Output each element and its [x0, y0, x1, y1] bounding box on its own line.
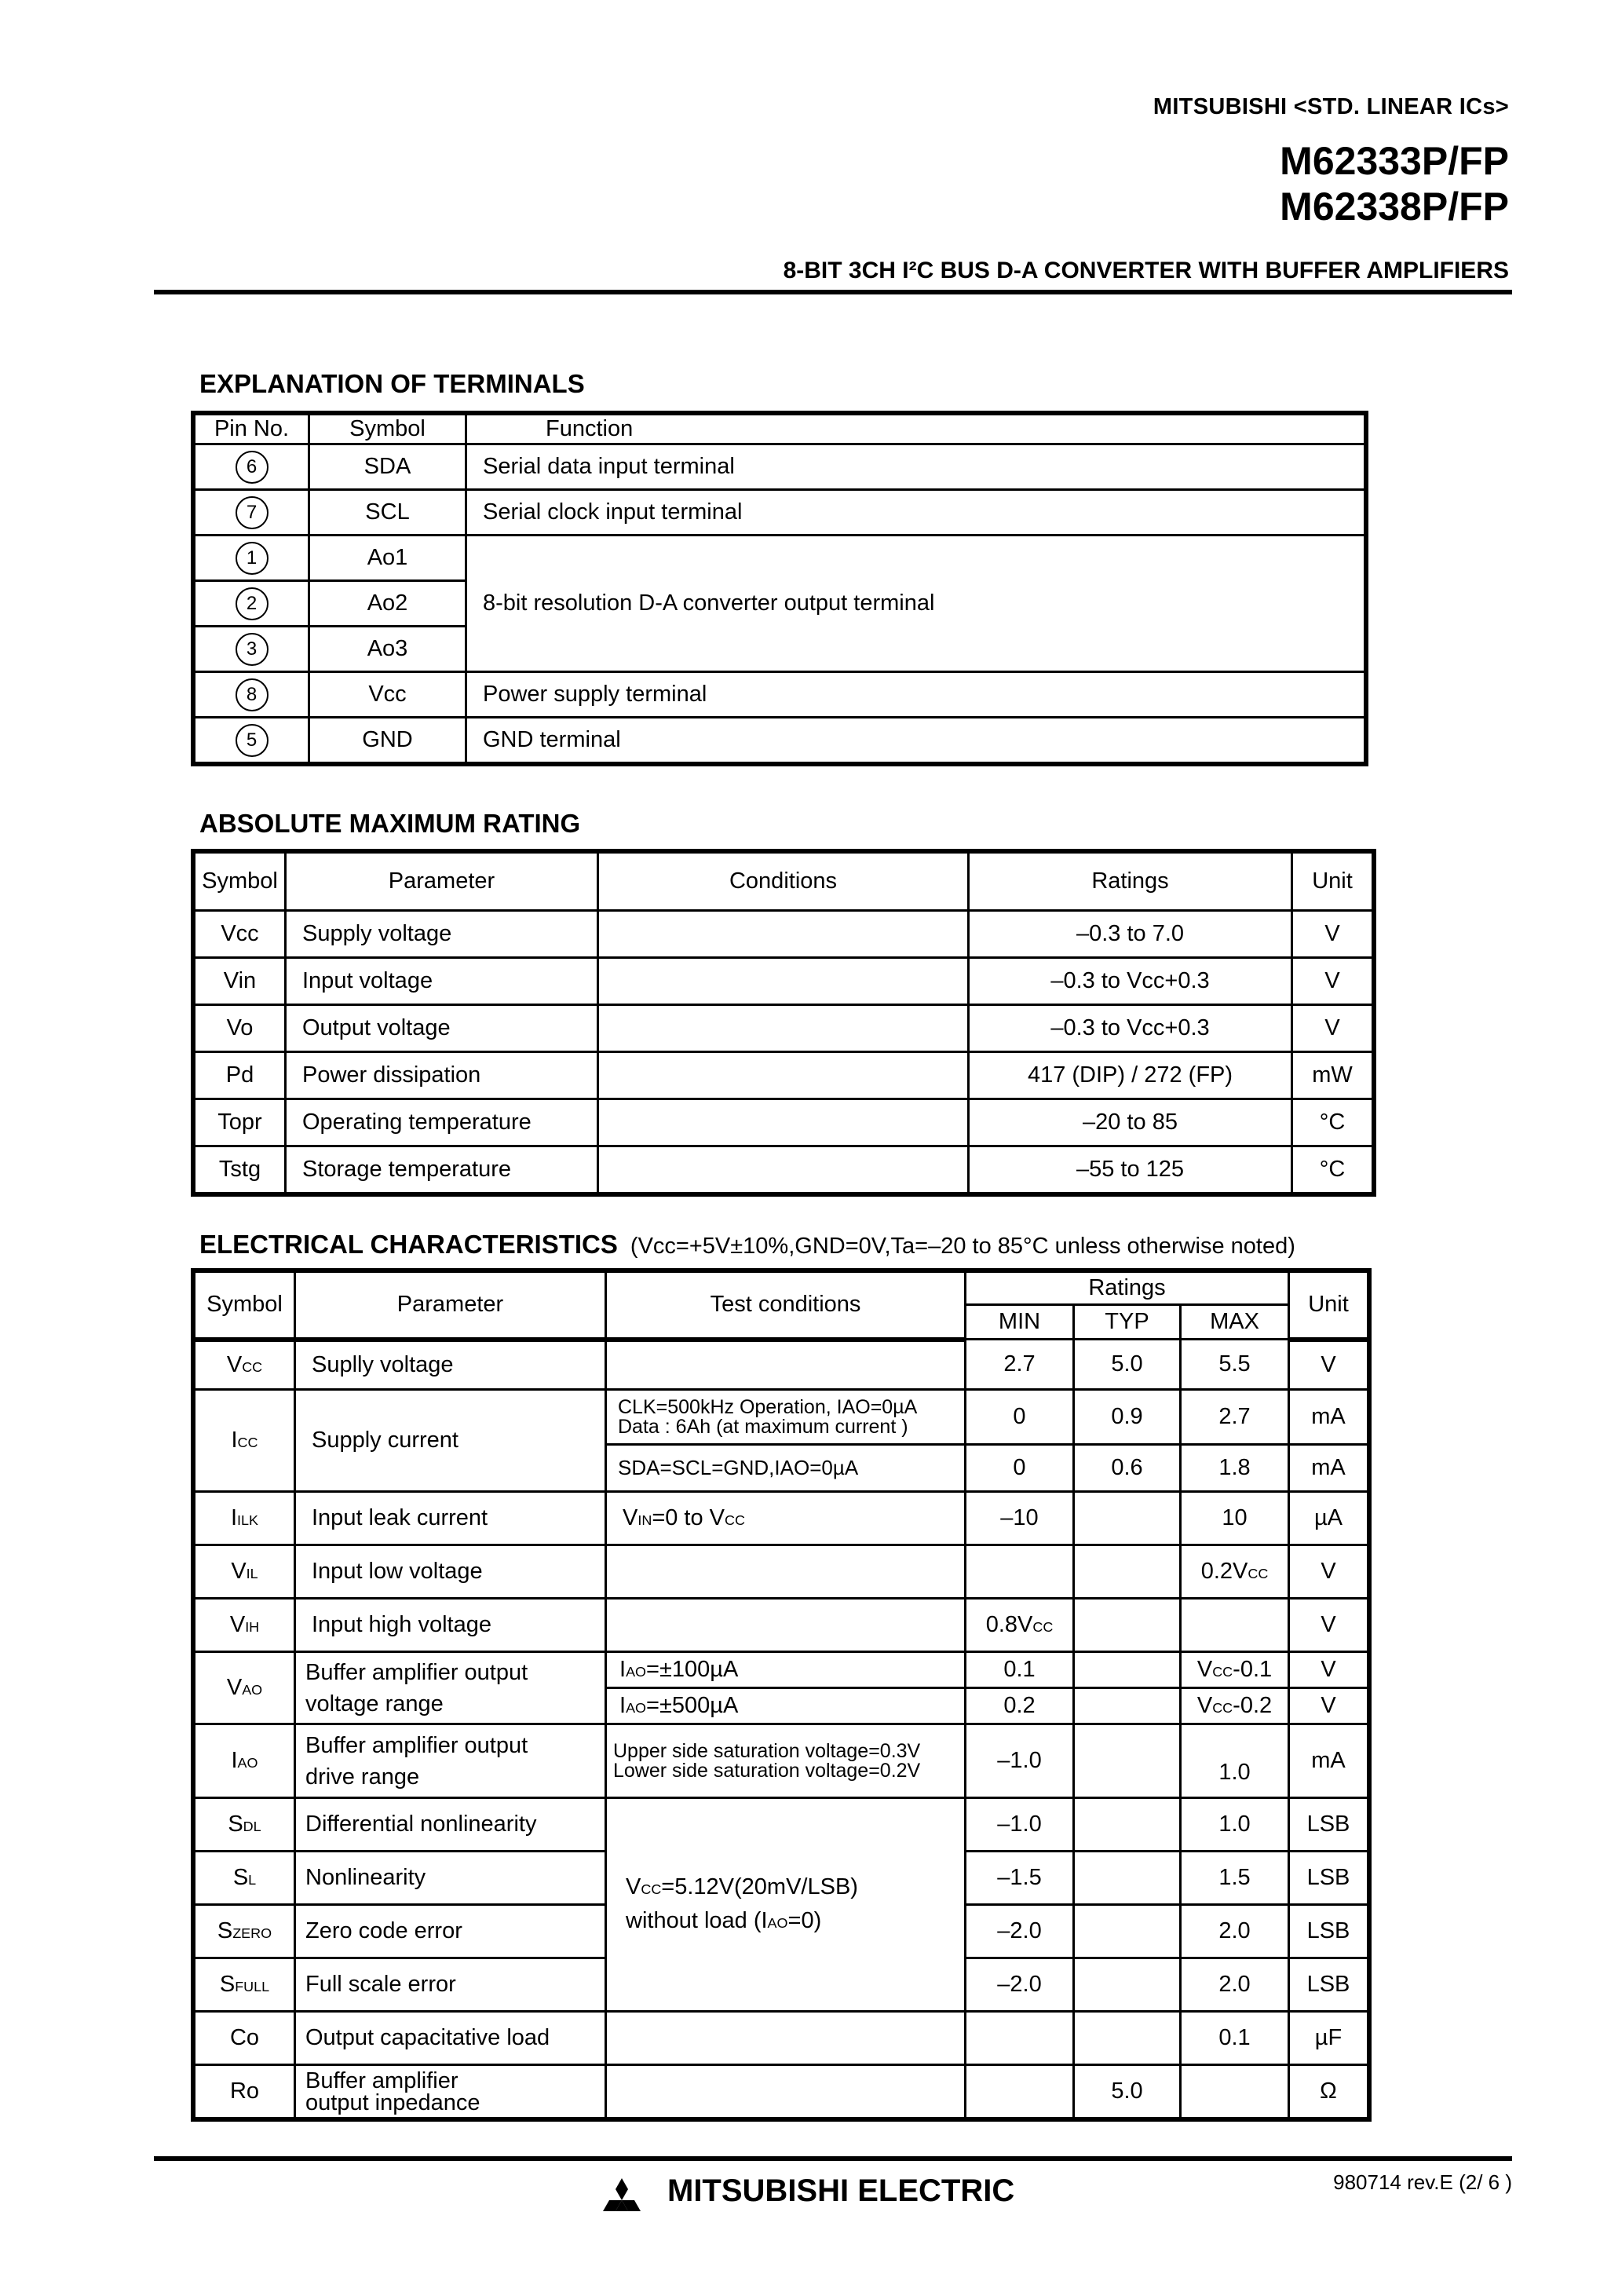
- table-row: [195, 1798, 1368, 1852]
- cell-unit: mA: [1289, 1445, 1368, 1492]
- header-parameter: Parameter: [286, 853, 598, 911]
- pin-number-badge: 1: [236, 542, 269, 575]
- cell-max: 10: [1181, 1492, 1289, 1545]
- cell-unit: mA: [1289, 1390, 1368, 1445]
- header-symbol: Symbol: [195, 1272, 295, 1340]
- document-subtitle: 8-BIT 3CH I²C BUS D-A CONVERTER WITH BUFFER AMPLIFIERS: [783, 258, 1509, 283]
- table-row: [195, 672, 1365, 718]
- table-row: [195, 1390, 1368, 1445]
- pin-symbol: Ao3: [309, 627, 466, 672]
- cell-conditions: [598, 911, 969, 958]
- cell-typ: 5.0: [1074, 2065, 1181, 2119]
- header-symbol: Symbol: [309, 415, 466, 444]
- cell-unit: V: [1289, 1599, 1368, 1652]
- cell-unit: °C: [1292, 1146, 1373, 1194]
- pin-function: Power supply terminal: [466, 672, 1365, 718]
- header-parameter: Parameter: [295, 1272, 606, 1340]
- header-test-conditions: Test conditions: [606, 1272, 966, 1340]
- cell-min: –1.5: [966, 1852, 1074, 1905]
- cell-symbol: VIH: [195, 1599, 295, 1652]
- cell-unit: LSB: [1289, 1958, 1368, 2012]
- header-ratings: Ratings: [966, 1272, 1289, 1305]
- cell-parameter: Supply voltage: [286, 911, 598, 958]
- cell-typ: [1074, 1545, 1181, 1599]
- cell-symbol: Vin: [195, 958, 286, 1005]
- cell-ratings: 417 (DIP) / 272 (FP): [969, 1052, 1292, 1099]
- pin-function: GND terminal: [466, 718, 1365, 763]
- table-header-row: [195, 415, 1365, 444]
- ec-title-text: ELECTRICAL CHARACTERISTICS: [199, 1230, 618, 1259]
- cell-unit: V: [1289, 1545, 1368, 1599]
- pin-number-badge: 7: [236, 496, 269, 529]
- cell-symbol: Pd: [195, 1052, 286, 1099]
- header-function: Function: [466, 415, 1365, 444]
- cell-max: 5.5: [1181, 1340, 1289, 1390]
- header-unit: Unit: [1292, 853, 1373, 911]
- cell-conditions: [606, 2065, 966, 2119]
- cell-min: 0: [966, 1390, 1074, 1445]
- cell-max: [1181, 2065, 1289, 2119]
- top-divider: [154, 290, 1512, 294]
- header-typ: TYP: [1074, 1305, 1181, 1340]
- table-row: [195, 1005, 1373, 1052]
- cell-min: –10: [966, 1492, 1074, 1545]
- cell-conditions: VCC=5.12V(20mV/LSB) without load (IAO=0): [606, 1798, 966, 2012]
- cell-conditions: [598, 1099, 969, 1146]
- header-ratings: Ratings: [969, 853, 1292, 911]
- electrical-characteristics-table: [193, 1270, 1369, 2119]
- model-number-1: M62333P/FP: [1280, 139, 1509, 183]
- cell-typ: [1074, 1652, 1181, 1688]
- pin-number-badge: 2: [236, 587, 269, 620]
- cell-unit: mW: [1292, 1052, 1373, 1099]
- table-row: [195, 1652, 1368, 1688]
- brand-header: MITSUBISHI <STD. LINEAR ICs>: [1153, 94, 1509, 119]
- cell-max: 2.0: [1181, 1958, 1289, 2012]
- cell-conditions: [606, 1599, 966, 1652]
- cell-symbol: Ro: [195, 2065, 295, 2119]
- pin-number-badge: 5: [236, 724, 269, 757]
- cell-max: 1.8: [1181, 1445, 1289, 1492]
- cell-typ: 0.6: [1074, 1445, 1181, 1492]
- footer-brand: MITSUBISHI ELECTRIC: [667, 2174, 1015, 2208]
- cell-parameter: Storage temperature: [286, 1146, 598, 1194]
- cell-typ: [1074, 1798, 1181, 1852]
- cell-parameter: Output capacitative load: [295, 2012, 606, 2065]
- header-symbol: Symbol: [195, 853, 286, 911]
- table-row: [195, 1545, 1368, 1599]
- cell-parameter: Full scale error: [295, 1958, 606, 2012]
- table-row: [195, 1052, 1373, 1099]
- cell-symbol: SDL: [195, 1798, 295, 1852]
- pin-number-badge: 8: [236, 678, 269, 711]
- cell-min: [966, 2012, 1074, 2065]
- cell-ratings: –20 to 85: [969, 1099, 1292, 1146]
- cell-conditions: [606, 1545, 966, 1599]
- table-row: [195, 1099, 1373, 1146]
- cell-typ: 5.0: [1074, 1340, 1181, 1390]
- cell-max: 1.5: [1181, 1852, 1289, 1905]
- cell-ratings: –0.3 to Vcc+0.3: [969, 958, 1292, 1005]
- table-row: [195, 536, 1365, 581]
- ec-section-title: [199, 1230, 1295, 1260]
- pin-symbol: Ao2: [309, 581, 466, 627]
- cell-conditions: [598, 1052, 969, 1099]
- cell-parameter: Buffer amplifier output inpedance: [295, 2065, 606, 2119]
- cell-conditions: [598, 1146, 969, 1194]
- table-row: [195, 1146, 1373, 1194]
- cell-unit: mA: [1289, 1724, 1368, 1798]
- cell-parameter: Buffer amplifier output voltage range: [295, 1652, 606, 1724]
- cell-symbol: Topr: [195, 1099, 286, 1146]
- table-row: [195, 1492, 1368, 1545]
- table-row: [195, 444, 1365, 490]
- cell-parameter: Input leak current: [295, 1492, 606, 1545]
- cell-unit: V: [1289, 1652, 1368, 1688]
- cell-min: –1.0: [966, 1724, 1074, 1798]
- cell-conditions: IAO=±500µA: [606, 1688, 966, 1724]
- cell-unit: °C: [1292, 1099, 1373, 1146]
- cell-conditions: [598, 958, 969, 1005]
- pin-symbol: Vcc: [309, 672, 466, 718]
- cell-conditions: [598, 1005, 969, 1052]
- table-row: [195, 2012, 1368, 2065]
- table-row: [195, 490, 1365, 536]
- cell-typ: [1074, 1958, 1181, 2012]
- cell-conditions: CLK=500kHz Operation, IAO=0µA Data : 6Ah (at maximum current ): [606, 1390, 966, 1445]
- cell-symbol: Vcc: [195, 911, 286, 958]
- table-row: [195, 1340, 1368, 1390]
- model-number-2: M62338P/FP: [1280, 185, 1509, 229]
- header-max: MAX: [1181, 1305, 1289, 1340]
- cell-parameter: Operating temperature: [286, 1099, 598, 1146]
- cell-conditions: [606, 1340, 966, 1390]
- cell-max: 2.7: [1181, 1390, 1289, 1445]
- cell-unit: LSB: [1289, 1798, 1368, 1852]
- cell-symbol: SZERO: [195, 1905, 295, 1958]
- cell-parameter: Suplly voltage: [295, 1340, 606, 1390]
- cell-typ: [1074, 1599, 1181, 1652]
- cell-unit: V: [1292, 958, 1373, 1005]
- cell-conditions: VIN=0 to VCC: [606, 1492, 966, 1545]
- cell-parameter: Zero code error: [295, 1905, 606, 1958]
- cell-symbol: VCC: [195, 1340, 295, 1390]
- header-conditions: Conditions: [598, 853, 969, 911]
- cell-parameter: Input high voltage: [295, 1599, 606, 1652]
- cell-typ: [1074, 1852, 1181, 1905]
- table-header-row: [195, 1272, 1368, 1305]
- table-row: [195, 1599, 1368, 1652]
- ec-conditions-note: (Vcc=+5V±10%,GND=0V,Ta=–20 to 85°C unless otherwise noted): [630, 1234, 1295, 1259]
- cell-min: 0.1: [966, 1652, 1074, 1688]
- cell-unit: V: [1292, 911, 1373, 958]
- cell-conditions: IAO=±100µA: [606, 1652, 966, 1688]
- cell-parameter: Output voltage: [286, 1005, 598, 1052]
- cell-conditions: [606, 2012, 966, 2065]
- cell-typ: [1074, 1688, 1181, 1724]
- cell-min: –2.0: [966, 1958, 1074, 2012]
- cell-unit: µF: [1289, 2012, 1368, 2065]
- cell-symbol: SFULL: [195, 1958, 295, 2012]
- cell-max: 1.0: [1181, 1724, 1289, 1798]
- cell-min: [966, 1545, 1074, 1599]
- pin-number-badge: 3: [236, 633, 269, 666]
- cell-symbol: Vo: [195, 1005, 286, 1052]
- cell-min: 0.2: [966, 1688, 1074, 1724]
- cell-conditions: SDA=SCL=GND,IAO=0µA: [606, 1445, 966, 1492]
- table-row: [195, 718, 1365, 763]
- cell-parameter: Power dissipation: [286, 1052, 598, 1099]
- cell-typ: 0.9: [1074, 1390, 1181, 1445]
- cell-max: 0.1: [1181, 2012, 1289, 2065]
- cell-max: [1181, 1599, 1289, 1652]
- cell-parameter: Input low voltage: [295, 1545, 606, 1599]
- cell-typ: [1074, 2012, 1181, 2065]
- cell-parameter: Buffer amplifier output drive range: [295, 1724, 606, 1798]
- cell-unit: LSB: [1289, 1905, 1368, 1958]
- terminals-section-title: EXPLANATION OF TERMINALS: [199, 369, 585, 398]
- cell-unit: V: [1289, 1688, 1368, 1724]
- table-header-row: [195, 853, 1373, 911]
- cell-ratings: –0.3 to Vcc+0.3: [969, 1005, 1292, 1052]
- cell-symbol: Co: [195, 2012, 295, 2065]
- revision-label: 980714 rev.E (2/ 6 ): [1333, 2170, 1512, 2194]
- cell-parameter: Differential nonlinearity: [295, 1798, 606, 1852]
- cell-max: 2.0: [1181, 1905, 1289, 1958]
- cell-min: [966, 2065, 1074, 2119]
- cell-unit: V: [1289, 1340, 1368, 1390]
- header-unit: Unit: [1289, 1272, 1368, 1340]
- cell-symbol: VAO: [195, 1652, 295, 1724]
- cell-parameter: Supply current: [295, 1390, 606, 1492]
- table-row: [195, 911, 1373, 958]
- cell-unit: LSB: [1289, 1852, 1368, 1905]
- cell-min: –2.0: [966, 1905, 1074, 1958]
- cell-min: 2.7: [966, 1340, 1074, 1390]
- cell-unit: Ω: [1289, 2065, 1368, 2119]
- cell-symbol: IILK: [195, 1492, 295, 1545]
- cell-symbol: SL: [195, 1852, 295, 1905]
- header-pin: Pin No.: [195, 415, 309, 444]
- cell-symbol: IAO: [195, 1724, 295, 1798]
- cell-min: –1.0: [966, 1798, 1074, 1852]
- pin-function: Serial data input terminal: [466, 444, 1365, 490]
- pin-number-badge: 6: [236, 451, 269, 484]
- terminals-table: [193, 413, 1366, 764]
- absolute-max-rating-table: [193, 851, 1374, 1194]
- table-row: [195, 958, 1373, 1005]
- cell-min: 0.8VCC: [966, 1599, 1074, 1652]
- pin-symbol: GND: [309, 718, 466, 763]
- cell-symbol: ICC: [195, 1390, 295, 1492]
- cell-max: 0.2VCC: [1181, 1545, 1289, 1599]
- cell-typ: [1074, 1724, 1181, 1798]
- bottom-divider: [154, 2156, 1512, 2161]
- header-min: MIN: [966, 1305, 1074, 1340]
- cell-symbol: Tstg: [195, 1146, 286, 1194]
- cell-parameter: Input voltage: [286, 958, 598, 1005]
- pin-function: 8-bit resolution D-A converter output terminal: [466, 536, 1365, 672]
- cell-parameter: Nonlinearity: [295, 1852, 606, 1905]
- cell-typ: [1074, 1905, 1181, 1958]
- cell-min: 0: [966, 1445, 1074, 1492]
- cell-typ: [1074, 1492, 1181, 1545]
- cell-max: VCC-0.2: [1181, 1688, 1289, 1724]
- cell-symbol: VIL: [195, 1545, 295, 1599]
- amr-section-title: ABSOLUTE MAXIMUM RATING: [199, 809, 581, 838]
- mitsubishi-three-diamond-logo: [597, 2177, 647, 2221]
- cell-ratings: –0.3 to 7.0: [969, 911, 1292, 958]
- cell-conditions: Upper side saturation voltage=0.3V Lower side saturation voltage=0.2V: [606, 1724, 966, 1798]
- cell-max: 1.0: [1181, 1798, 1289, 1852]
- table-row: [195, 1724, 1368, 1798]
- cell-unit: µA: [1289, 1492, 1368, 1545]
- cell-max: VCC-0.1: [1181, 1652, 1289, 1688]
- pin-function: Serial clock input terminal: [466, 490, 1365, 536]
- cell-unit: V: [1292, 1005, 1373, 1052]
- pin-symbol: SDA: [309, 444, 466, 490]
- cell-ratings: –55 to 125: [969, 1146, 1292, 1194]
- pin-symbol: Ao1: [309, 536, 466, 581]
- table-row: [195, 2065, 1368, 2119]
- pin-symbol: SCL: [309, 490, 466, 536]
